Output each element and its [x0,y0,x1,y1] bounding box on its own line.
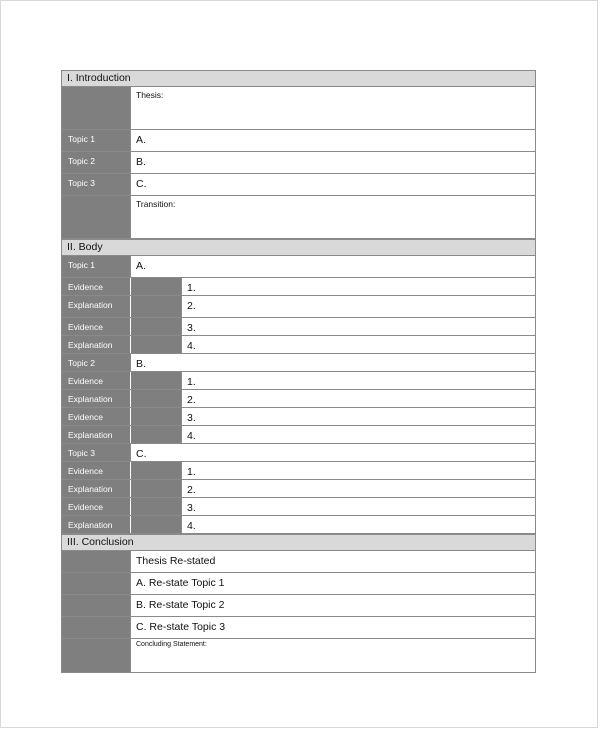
conclusion-field[interactable]: C. Re-state Topic 3 [130,617,535,638]
conclusion-row [62,573,535,595]
body-topic-field[interactable]: B. [130,354,535,371]
support-spacer-cell [130,426,181,443]
body-topic-label: Topic 1 [62,256,130,277]
body-topic-field[interactable]: C. [130,444,535,461]
support-field[interactable]: 2. [181,296,535,317]
support-row [62,296,535,318]
conclusion-label-cell [62,551,130,572]
transition-field[interactable]: Transition: [130,196,535,238]
body-header: II. Body [62,239,535,256]
intro-topic-field[interactable]: C. [130,174,535,195]
support-spacer-cell [130,318,181,335]
support-label: Explanation [62,480,130,497]
support-spacer-cell [130,336,181,353]
intro-topic-label: Topic 3 [62,174,130,195]
support-field[interactable]: 2. [181,390,535,407]
support-row [62,336,535,354]
support-row [62,516,535,534]
support-field[interactable]: 1. [181,372,535,389]
support-row [62,390,535,408]
support-row [62,408,535,426]
support-row [62,318,535,336]
support-spacer-cell [130,390,181,407]
intro-topic-label: Topic 2 [62,152,130,173]
body-topic-field[interactable]: A. [130,256,535,277]
concluding-label-cell [62,639,130,672]
intro-topic-row [62,130,535,152]
conclusion-label-cell [62,595,130,616]
body-topic-row [62,354,535,372]
support-spacer-cell [130,278,181,295]
conclusion-row [62,595,535,617]
support-label: Explanation [62,390,130,407]
support-label: Evidence [62,278,130,295]
thesis-field[interactable]: Thesis: [130,87,535,129]
support-label: Explanation [62,296,130,317]
intro-topic-field[interactable]: B. [130,152,535,173]
support-field[interactable]: 1. [181,462,535,479]
intro-topic-row [62,174,535,196]
conclusion-label-cell [62,573,130,594]
body-topic-row [62,256,535,278]
support-label: Evidence [62,462,130,479]
support-label: Evidence [62,318,130,335]
intro-topic-label: Topic 1 [62,130,130,151]
support-spacer-cell [130,480,181,497]
transition-label-cell [62,196,130,238]
conclusion-label-cell [62,617,130,638]
support-field[interactable]: 4. [181,516,535,533]
introduction-header: I. Introduction [62,70,535,87]
essay-outline-table [61,70,536,673]
support-label: Evidence [62,498,130,515]
support-field[interactable]: 3. [181,318,535,335]
support-spacer-cell [130,498,181,515]
support-row [62,372,535,390]
transition-row [62,196,535,239]
support-label: Explanation [62,516,130,533]
support-spacer-cell [130,296,181,317]
support-label: Explanation [62,336,130,353]
support-spacer-cell [130,516,181,533]
body-topic-label: Topic 3 [62,444,130,461]
support-field[interactable]: 3. [181,408,535,425]
body-topic-label: Topic 2 [62,354,130,371]
support-row [62,498,535,516]
concluding-statement-field[interactable]: Concluding Statement: [130,639,535,672]
conclusion-row [62,551,535,573]
conclusion-field[interactable]: B. Re-state Topic 2 [130,595,535,616]
concluding-statement-row [62,639,535,672]
support-spacer-cell [130,372,181,389]
support-field[interactable]: 4. [181,336,535,353]
conclusion-field[interactable]: Thesis Re-stated [130,551,535,572]
intro-topic-field[interactable]: A. [130,130,535,151]
support-field[interactable]: 3. [181,498,535,515]
conclusion-row [62,617,535,639]
support-spacer-cell [130,408,181,425]
support-row [62,278,535,296]
support-row [62,426,535,444]
conclusion-header: III. Conclusion [62,534,535,551]
body-topic-row [62,444,535,462]
support-row [62,462,535,480]
support-label: Evidence [62,372,130,389]
support-field[interactable]: 2. [181,480,535,497]
intro-topic-row [62,152,535,174]
thesis-label-cell [62,87,130,129]
conclusion-field[interactable]: A. Re-state Topic 1 [130,573,535,594]
support-field[interactable]: 1. [181,278,535,295]
support-field[interactable]: 4. [181,426,535,443]
support-row [62,480,535,498]
support-label: Evidence [62,408,130,425]
thesis-row [62,87,535,130]
support-label: Explanation [62,426,130,443]
support-spacer-cell [130,462,181,479]
